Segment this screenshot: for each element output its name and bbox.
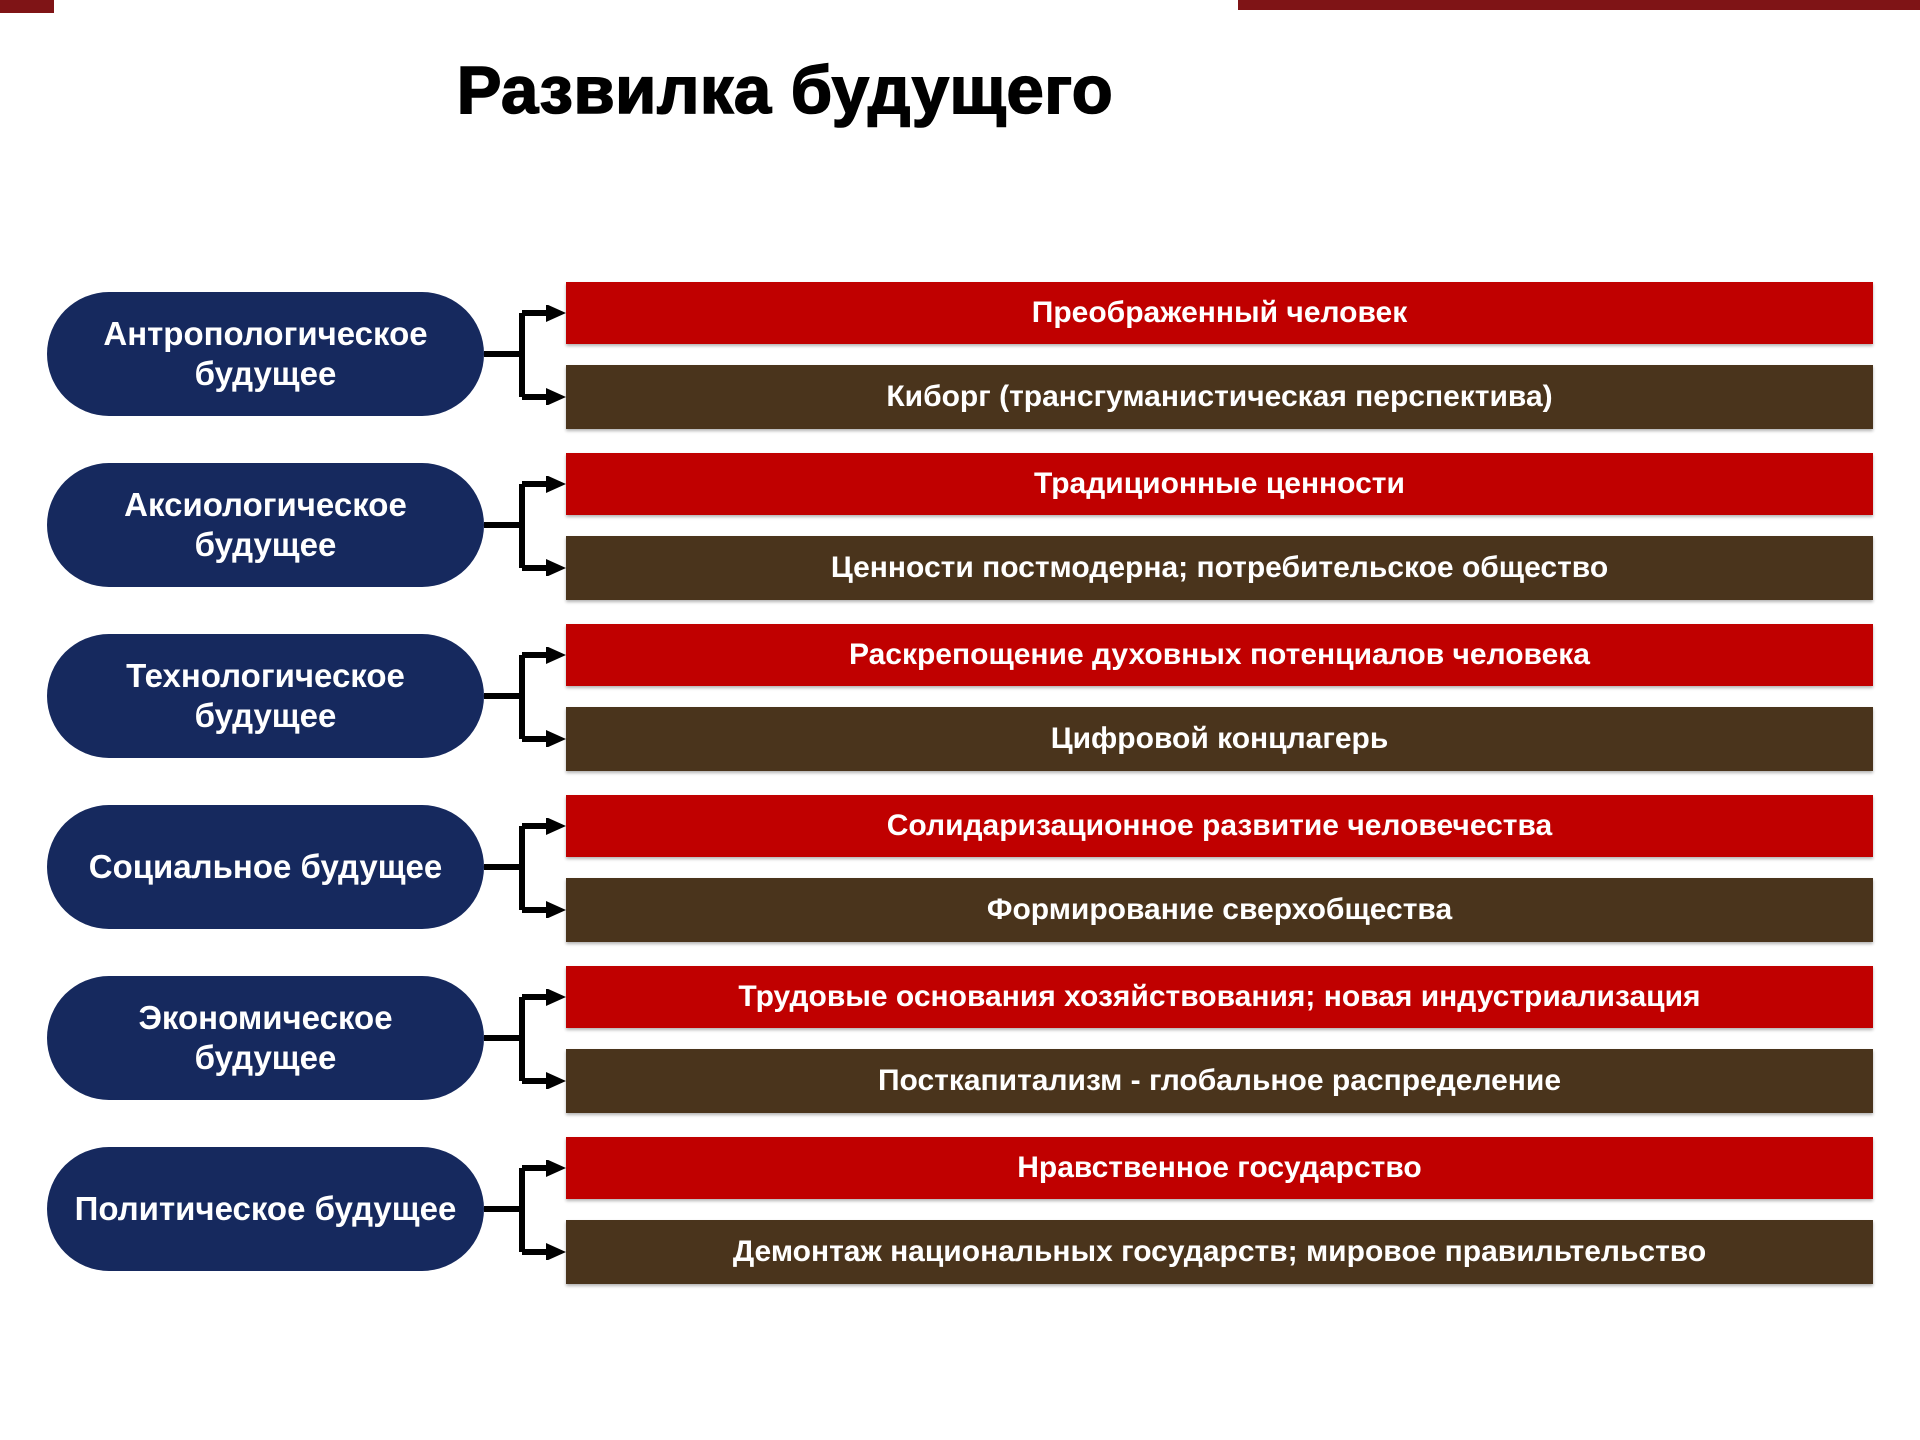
positive-outcome-bar: Преображенный человек bbox=[566, 282, 1873, 344]
category-node: Экономическое будущее bbox=[47, 976, 484, 1100]
top-left-decoration bbox=[0, 0, 54, 13]
negative-outcome-bar: Демонтаж национальных государств; мировое правильтельство bbox=[566, 1220, 1873, 1284]
negative-outcome-bar: Киборг (трансгуманистическая перспектива) bbox=[566, 365, 1873, 429]
negative-outcome-bar: Ценности постмодерна; потребительское общество bbox=[566, 536, 1873, 600]
category-node: Политическое будущее bbox=[47, 1147, 484, 1271]
diagram-row bbox=[0, 282, 1920, 453]
fork-connector-icon bbox=[484, 647, 566, 747]
positive-outcome-bar: Традиционные ценности bbox=[566, 453, 1873, 515]
category-node: Социальное будущее bbox=[47, 805, 484, 929]
negative-outcome-bar: Посткапитализм - глобальное распределение bbox=[566, 1049, 1873, 1113]
category-node: Антропологическое будущее bbox=[47, 292, 484, 416]
negative-outcome-bar: Цифровой концлагерь bbox=[566, 707, 1873, 771]
fork-connector-icon bbox=[484, 305, 566, 405]
category-node: Технологическое будущее bbox=[47, 634, 484, 758]
diagram-row bbox=[0, 795, 1920, 966]
fork-connector-icon bbox=[484, 818, 566, 918]
negative-outcome-bar: Формирование сверхобщества bbox=[566, 878, 1873, 942]
positive-outcome-bar: Трудовые основания хозяйствования; новая индустриализация bbox=[566, 966, 1873, 1028]
diagram-row bbox=[0, 453, 1920, 624]
positive-outcome-bar: Солидаризационное развитие человечества bbox=[566, 795, 1873, 857]
category-node: Аксиологическое будущее bbox=[47, 463, 484, 587]
diagram-row bbox=[0, 624, 1920, 795]
positive-outcome-bar: Нравственное государство bbox=[566, 1137, 1873, 1199]
diagram-row bbox=[0, 1137, 1920, 1308]
diagram-row bbox=[0, 966, 1920, 1137]
fork-connector-icon bbox=[484, 1160, 566, 1260]
top-right-decoration bbox=[1238, 0, 1920, 10]
positive-outcome-bar: Раскрепощение духовных потенциалов человека bbox=[566, 624, 1873, 686]
fork-connector-icon bbox=[484, 476, 566, 576]
fork-connector-icon bbox=[484, 989, 566, 1089]
page-title: Развилка будущего bbox=[456, 53, 1114, 128]
